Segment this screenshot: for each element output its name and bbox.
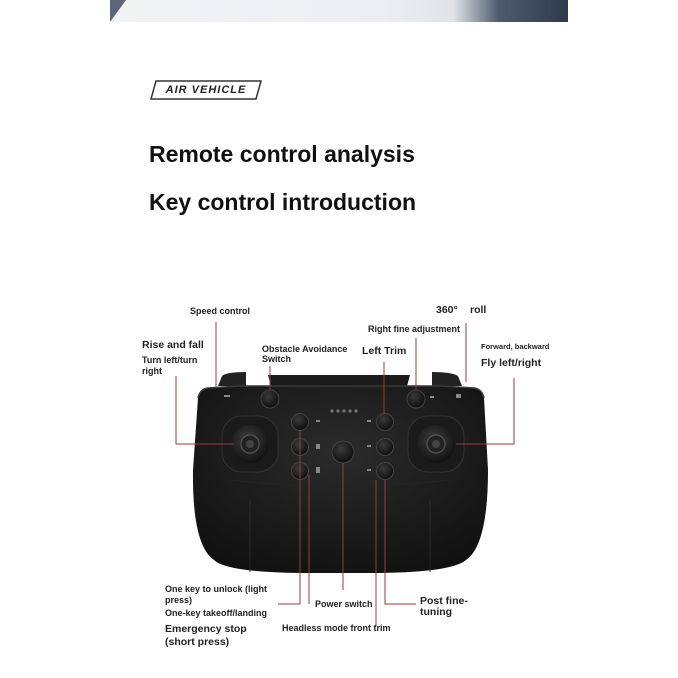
label-speed-control: Speed control: [190, 306, 251, 316]
label-forward-backward: Forward, backward: [481, 342, 550, 351]
label-obstacle-avoidance-2: Switch: [262, 354, 292, 364]
label-one-key-unlock-1: One key to unlock (light: [165, 584, 268, 594]
label-post-fine-tuning-1: Post fine-: [420, 595, 468, 607]
label-one-key-takeoff: One-key takeoff/landing: [165, 608, 268, 618]
label-one-key-unlock-2: press): [165, 595, 193, 605]
label-turn-left-right-1: Turn left/turn: [142, 355, 198, 365]
heading-remote-control-analysis: Remote control analysis: [149, 141, 415, 167]
heading-key-control-introduction: Key control introduction: [149, 189, 417, 215]
label-obstacle-avoidance-1: Obstacle Avoidance: [262, 344, 348, 354]
label-fly-left-right: Fly left/right: [481, 357, 542, 369]
label-headless-mode: Headless mode front trim: [282, 623, 391, 633]
label-360: 360°: [436, 304, 458, 316]
label-roll: roll: [470, 304, 487, 316]
label-rise-and-fall: Rise and fall: [142, 339, 204, 351]
label-power-switch: Power switch: [315, 599, 373, 609]
label-post-fine-tuning-2: tuning: [420, 606, 453, 618]
label-emergency-stop-2: (short press): [165, 636, 230, 648]
label-turn-left-right-2: right: [142, 366, 162, 376]
label-right-fine-adjustment: Right fine adjustment: [368, 324, 460, 334]
badge-text: AIR VEHICLE: [165, 84, 247, 96]
label-emergency-stop-1: Emergency stop: [165, 623, 247, 635]
label-left-trim: Left Trim: [362, 345, 407, 357]
